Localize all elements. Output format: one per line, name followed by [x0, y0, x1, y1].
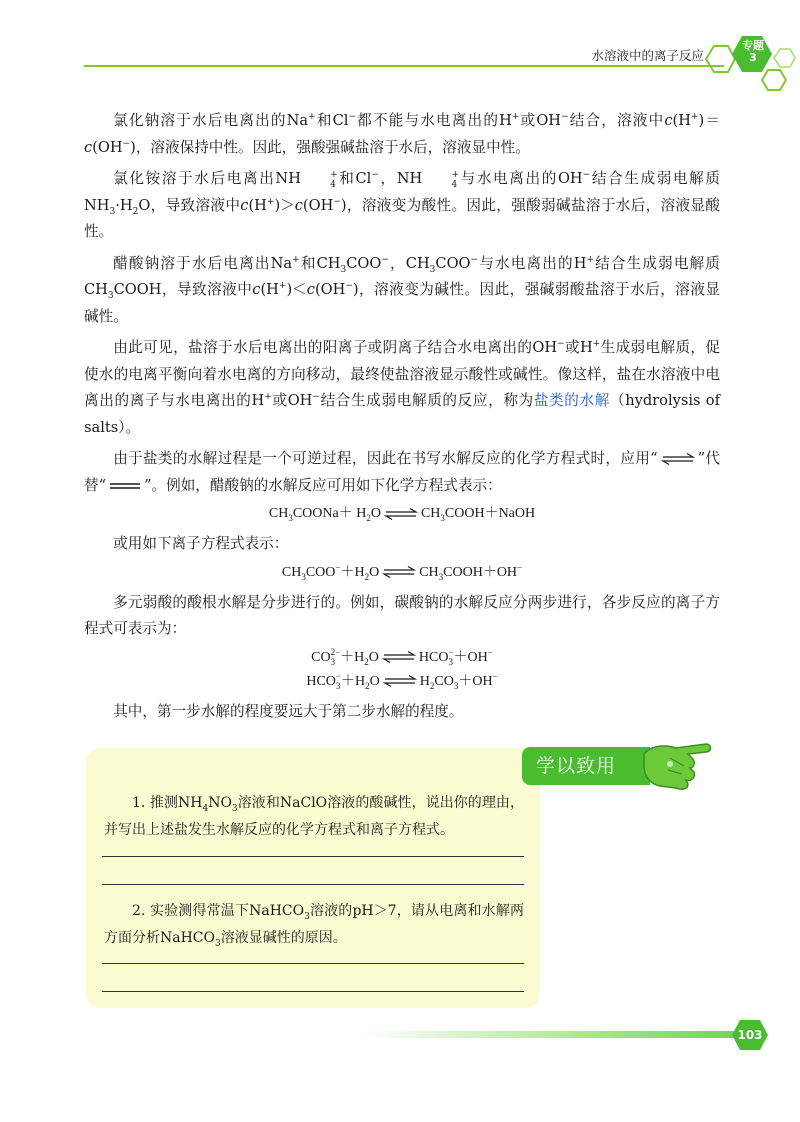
answer-line[interactable] [102, 963, 524, 964]
reversible-arrow-icon [381, 566, 417, 578]
chapter-hexagon-badge [700, 24, 800, 104]
footer-gradient-bar [360, 1031, 760, 1038]
equation-acetate-chemical: $CH_3COONa+ H_2O$ $CH_3COOH+NaOH$ [268, 506, 536, 523]
paragraph-sodium-chloride: 氯化钠溶于水后电离出的Na+和Cl−都不能与水电离出的H+或OH−结合，溶液中c(H+)＝c(OH−)，溶液保持中性。因此，强酸强碱盐溶于水后，溶液显中性。 [84, 112, 720, 156]
section-title: 水溶液中的离子反应 [591, 48, 704, 63]
paragraph-polyprotic: 多元弱酸的酸根水解是分步进行的。例如，碳酸钠的水解反应分两步进行，各步反应的离子方程式可表示为： [84, 593, 720, 637]
practice-tag: 学以致用 [522, 747, 650, 785]
paragraph-hydrolysis-definition: 由此可见，盐溶于水后电离出的阳离子或阴离子结合水电离出的OH−或H+生成弱电解质，促使水的电离平衡向着水电离的方向移动，最终使盐溶液显示酸性或碱性。像这样，盐在水溶液中电离出的离子与水电离出的H+或OH−结合生成弱电解质的反应，称为盐类的水解（hydrolysis of salts）。 [84, 339, 720, 436]
equals-sign-icon [108, 482, 142, 490]
reversible-arrow-icon [381, 651, 417, 663]
paragraph-sodium-acetate: 醋酸钠溶于水后电离出Na+和$CH_3COO^-$，$CH_3COO^-$与水电离出的H+结合生成弱电解质$CH_3COOH$，导致溶液中c(H+)＜c(OH−)，溶液变为碱性。因此，强碱弱酸盐溶于水后，溶液显碱性。 [84, 254, 720, 325]
key-term-hydrolysis: 盐类的水解 [533, 392, 610, 409]
paragraph-ammonium-chloride: 氯化铵溶于水后电离出NH + 4 和Cl−，NH + 4 与水电离出的OH−结合生成弱电解质$NH_3\cdot H_2O$，导致溶液中c(H+)＞c(OH−)，溶液变为酸性。因此，强酸弱碱盐溶于水后，溶液显酸性。 [84, 170, 720, 240]
header-rule [84, 65, 724, 67]
equation-carbonate-step1: CO 2− 3 $+H_2O$ HCO − 3 ＋OH− [311, 646, 493, 667]
paragraph-reversible: 由于盐类的水解过程是一个可逆过程，因此在书写水解反应的化学方程式时，应用“ ”代替“ ”。例如，醋酸钠的水解反应可用如下化学方程式表示： [84, 450, 721, 494]
reversible-arrow-icon [660, 453, 696, 465]
paragraph-ionic-intro: 或用如下离子方程式表示： [113, 535, 289, 552]
answer-line[interactable] [102, 856, 524, 857]
reversible-arrow-icon [382, 675, 418, 687]
answer-line[interactable] [102, 991, 524, 992]
chapter-badge-label: 专题 3 [742, 39, 764, 64]
reversible-arrow-icon [383, 508, 419, 520]
practice-box [86, 748, 540, 1008]
practice-question-1: 1. 推测$NH_4NO_3$溶液和NaClO溶液的酸碱性，说出你的理由，并写出上述盐发生水解反应的化学方程式和离子方程式。 [104, 795, 524, 838]
equation-acetate-ionic: $CH_3COO^-+H_2O$ $CH_3COOH+OH^-$ [281, 561, 523, 582]
paragraph-conclusion: 其中，第一步水解的程度要远大于第二步水解的程度。 [113, 702, 464, 720]
body-text [84, 108, 720, 730]
pointing-hand-icon [640, 736, 720, 792]
practice-question-2: 2. 实验测得常温下NaHCO$_3$溶液的pH＞7，请从电离和水解两方面分析NaHCO$_3$溶液显碱性的原因。 [104, 903, 524, 949]
answer-line[interactable] [102, 884, 524, 885]
equation-carbonate-step2: HCO − 3 $+H_2O$ $H_2CO_3+OH^-$ [306, 670, 498, 691]
page-number: 103 [737, 1028, 763, 1042]
